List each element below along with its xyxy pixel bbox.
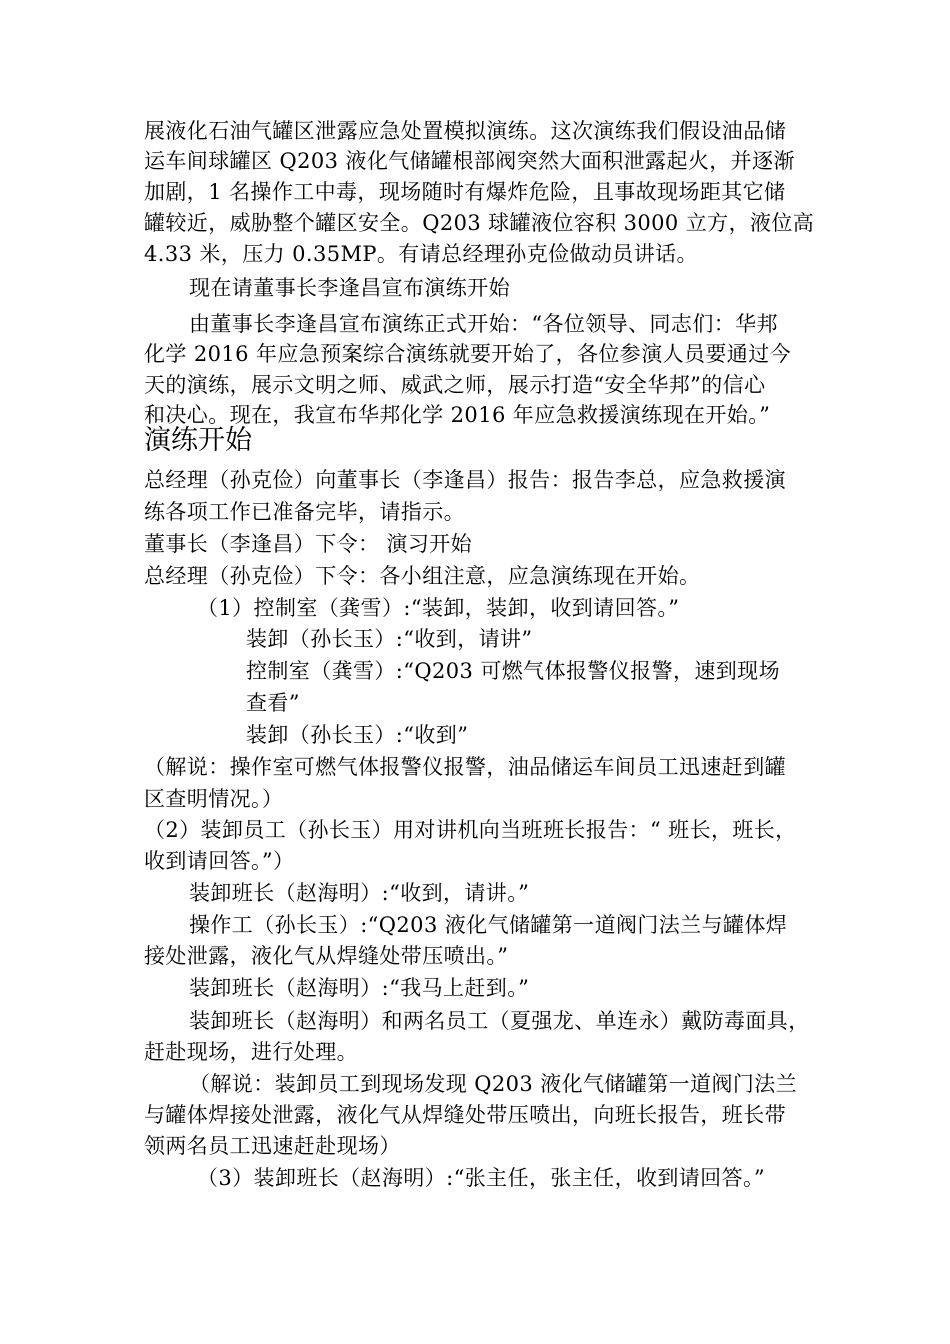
- paragraph-line: 化学 2016 年应急预案综合演练就要开始了，各位参演人员要通过今: [144, 342, 791, 366]
- paragraph-line: 装卸（孙长玉）:“收到，请讲”: [246, 627, 533, 651]
- paragraph-line: 装卸班长（赵海明）:“收到，请讲。”: [189, 881, 530, 905]
- paragraph-line: （1）控制室（龚雪）:“装卸，装卸，收到请回答。”: [197, 596, 680, 620]
- paragraph-line: 总经理（孙克俭）下令：各小组注意，应急演练现在开始。: [144, 564, 701, 588]
- paragraph-line: 接处泄露，液化气从焊缝处带压喷出。”: [144, 944, 509, 968]
- paragraph-line: 现在请董事长李逢昌宣布演练开始: [189, 276, 510, 300]
- paragraph-line: 运车间球罐区 Q203 液化气储罐根部阀突然大面积泄露起火，并逐渐: [144, 149, 795, 173]
- paragraph-line: 由董事长李逢昌宣布演练正式开始：“各位领导、同志们：华邦: [189, 312, 778, 336]
- paragraph-line: 区查明情况。）: [144, 787, 284, 811]
- paragraph-line: （解说：操作室可燃气体报警仪报警，油品储运车间员工迅速赶到罐: [144, 755, 786, 779]
- paragraph-line: （3）装卸班长（赵海明）:“张主任，张主任，收到请回答。”: [197, 1166, 766, 1190]
- paragraph-line: 罐较近，威胁整个罐区安全。Q203 球罐液位容积 3000 立方，液位高: [144, 211, 815, 235]
- paragraph-line: 控制室（龚雪）:“Q203 可燃气体报警仪报警，速到现场: [246, 659, 780, 683]
- paragraph-line: 与罐体焊接处泄露，液化气从焊缝处带压喷出，向班长报告，班长带: [144, 1103, 786, 1127]
- paragraph-line: 加剧，1 名操作工中毒，现场随时有爆炸危险，且事故现场距其它储: [144, 180, 786, 204]
- paragraph-line: 练各项工作已准备完毕，请指示。: [144, 500, 465, 524]
- paragraph-line: 4.33 米，压力 0.35MP。有请总经理孙克俭做动员讲话。: [144, 242, 698, 266]
- paragraph-line: 和决心。现在，我宣布华邦化学 2016 年应急救援演练现在开始。”: [144, 403, 771, 427]
- paragraph-line: 装卸（孙长玉）:“收到”: [246, 723, 469, 747]
- section-heading: 演练开始: [144, 425, 252, 456]
- paragraph-line: 装卸班长（赵海明）:“我马上赶到。”: [189, 976, 530, 1000]
- paragraph-line: 董事长（李逢昌）下令： 演习开始: [144, 532, 473, 556]
- paragraph-line: 天的演练，展示文明之师、威武之师，展示打造“安全华邦”的信心: [144, 373, 766, 397]
- paragraph-line: 总经理（孙克俭）向董事长（李逢昌）报告：报告李总，应急救援演: [144, 468, 786, 492]
- paragraph-line: 装卸班长（赵海明）和两名员工（夏强龙、单连永）戴防毒面具，: [189, 1009, 810, 1033]
- paragraph-line: 赶赴现场，进行处理。: [144, 1040, 358, 1064]
- paragraph-line: 领两名员工迅速赶赴现场）: [144, 1134, 401, 1158]
- paragraph-line: （解说：装卸员工到现场发现 Q203 液化气储罐第一道阀门法兰: [189, 1072, 798, 1096]
- paragraph-line: 操作工（孙长玉）:“Q203 液化气储罐第一道阀门法兰与罐体焊: [189, 913, 788, 937]
- paragraph-line: 查看”: [246, 691, 300, 715]
- paragraph-line: （2）装卸员工（孙长玉）用对讲机向当班班长报告：“ 班长，班长，: [144, 818, 797, 842]
- paragraph-line: 展液化石油气罐区泄露应急处置模拟演练。这次演练我们假设油品储: [144, 119, 786, 143]
- paragraph-line: 收到请回答。”）: [144, 849, 295, 873]
